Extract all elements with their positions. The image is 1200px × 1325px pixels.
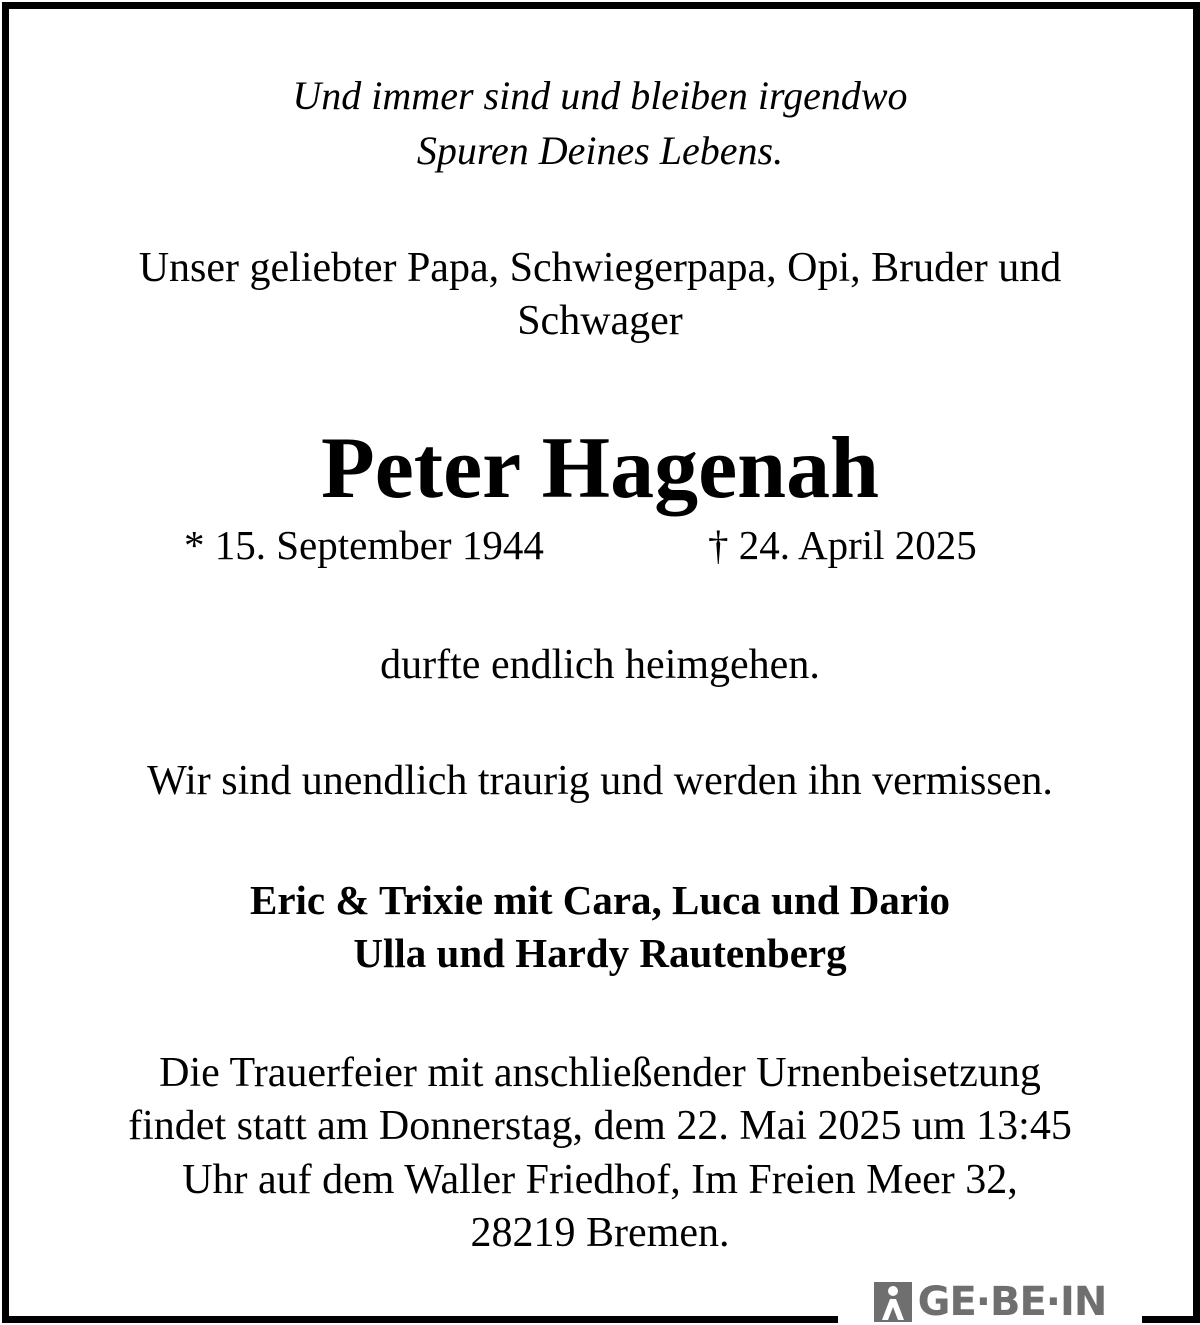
- ceremony-line-2: findet statt am Donnerstag, dem 22. Mai 2025 um 13:45: [128, 1103, 1072, 1149]
- ceremony-line-4: 28219 Bremen.: [470, 1210, 730, 1256]
- mourners-line-2: Ulla und Hardy Rautenberg: [353, 930, 847, 976]
- gebein-logo: [838, 1278, 1142, 1325]
- gebein-figure-icon: [874, 1282, 912, 1322]
- mourners-line-1: Eric & Trixie mit Cara, Luca und Dario: [250, 877, 950, 923]
- sentiment-text: Wir sind unendlich traurig und werden ihn vermissen.: [147, 758, 1053, 804]
- ceremony-line-1: Die Trauerfeier mit anschließender Urnenbeisetzung: [159, 1050, 1041, 1096]
- ceremony-line-3: Uhr auf dem Waller Friedhof, Im Freien Meer 32,: [182, 1157, 1018, 1203]
- logo-text: GE·BE·IN: [917, 1278, 1107, 1325]
- motto-line-2: Spuren Deines Lebens.: [416, 128, 784, 173]
- motto-line-1: Und immer sind und bleiben irgendwo: [292, 73, 908, 118]
- birth-date: * 15. September 1944: [184, 522, 544, 568]
- deceased-name: Peter Hagenah: [320, 420, 880, 517]
- intro-line-2: Schwager: [517, 298, 683, 344]
- death-date: † 24. April 2025: [708, 522, 977, 568]
- intro-line-1: Unser geliebter Papa, Schwiegerpapa, Opi, Bruder und: [138, 245, 1062, 291]
- statement-text: durfte endlich heimgehen.: [380, 642, 820, 688]
